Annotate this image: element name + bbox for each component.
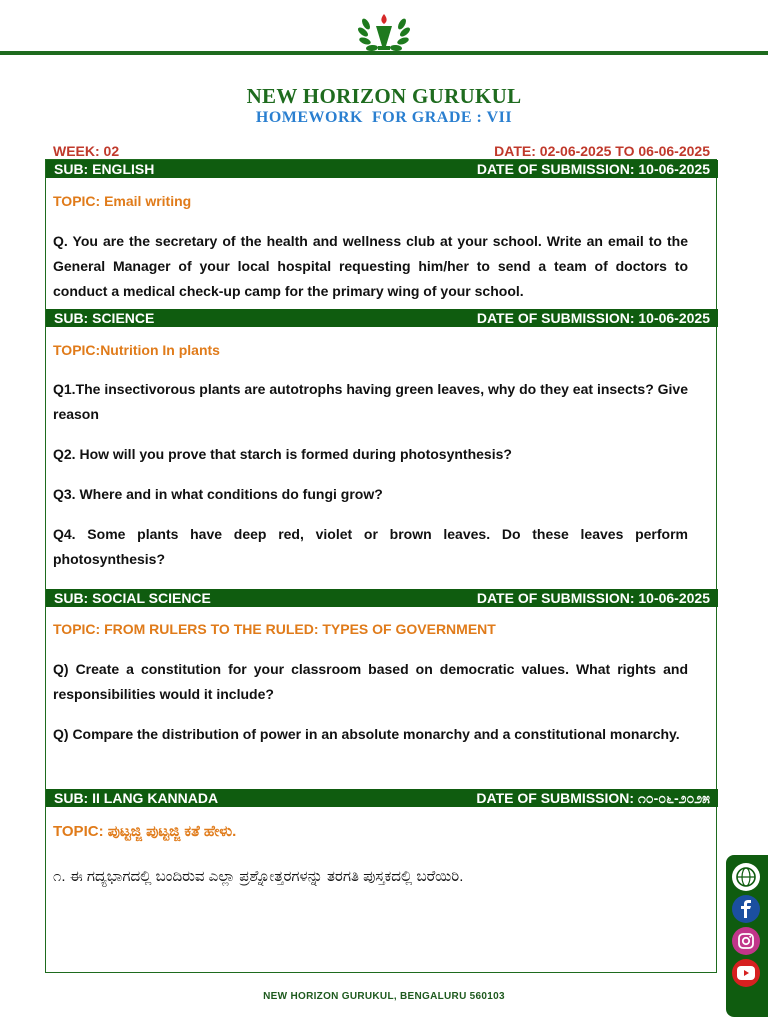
social-links-bar — [726, 855, 768, 1017]
footer-address: NEW HORIZON GURUKUL, BENGALURU 560103 — [263, 991, 505, 1002]
subject-label: SUB: SCIENCE — [54, 310, 155, 326]
topic-title: TOPIC:Nutrition In plants — [53, 342, 220, 358]
submission-date: DATE OF SUBMISSION: 10-06-2025 — [476, 161, 710, 177]
question-text: Q. You are the secretary of the health and wellness club at your school. Write an email to the General Manager of your local hospital requesting him/her to send a team of doctors to conduct a medical check-up camp for the primary wing of your school. — [53, 233, 688, 299]
subject-label: SUB: ENGLISH — [54, 161, 155, 177]
submission-date: DATE OF SUBMISSION: 10-06-2025 — [476, 310, 710, 326]
website-icon[interactable] — [732, 863, 760, 891]
submission-date: DATE OF SUBMISSION: ೧೦-೦೬-೨೦೨೫ — [476, 790, 710, 806]
question-text: Q3. Where and in what conditions do fungi grow? — [53, 486, 383, 502]
science-header-bar — [46, 309, 718, 327]
kannada-header-bar — [46, 789, 718, 807]
question-text: Q) Create a constitution for your classroom based on democratic values. What rights and responsibilities would it include? — [53, 661, 688, 702]
submission-date: DATE OF SUBMISSION: 10-06-2025 — [476, 590, 710, 606]
question-text: ೧. ಈ ಗದ್ಯಭಾಗದಲ್ಲಿ ಬಂದಿರುವ ಎಲ್ಲಾ ಪ್ರಶ್ನೋತ್ತರಗಳನ್ನು ತರಗತಿ ಪುಸ್ತಕದಲ್ಲಿ ಬರೆಯಿರಿ. — [53, 868, 464, 885]
topic-title: TOPIC: ಪುಟ್ಟಜ್ಜಿ ಪುಟ್ಟಜ್ಜಿ ಕತೆ ಹೇಳು. — [53, 823, 237, 840]
subject-label: SUB: SOCIAL SCIENCE — [54, 590, 211, 606]
week-label: WEEK: 02 — [53, 143, 120, 159]
header-divider — [0, 51, 768, 55]
school-logo-icon — [356, 10, 412, 54]
question-text: Q1.The insectivorous plants are autotrophs having green leaves, why do they eat insects? Give reason — [53, 381, 688, 422]
social-science-header-bar — [46, 589, 718, 607]
instagram-icon[interactable] — [732, 927, 760, 955]
question-text: Q) Compare the distribution of power in an absolute monarchy and a constitutional monarchy. — [53, 726, 680, 742]
school-name: NEW HORIZON GURUKUL — [246, 84, 522, 108]
topic-title: TOPIC: Email writing — [53, 193, 192, 209]
topic-title: TOPIC: FROM RULERS TO THE RULED: TYPES OF GOVERNMENT — [53, 621, 496, 637]
date-range: DATE: 02-06-2025 TO 06-06-2025 — [494, 143, 710, 159]
subject-label: SUB: II LANG KANNADA — [54, 790, 219, 806]
question-text: Q2. How will you prove that starch is formed during photosynthesis? — [53, 446, 512, 462]
youtube-icon[interactable] — [732, 959, 760, 987]
facebook-icon[interactable] — [732, 895, 760, 923]
english-header-bar — [46, 160, 718, 178]
homework-subtitle: HOMEWORK FOR GRADE : VII — [255, 109, 513, 126]
question-text: Q4. Some plants have deep red, violet or brown leaves. Do these leaves perform photosynthesis? — [53, 526, 688, 567]
